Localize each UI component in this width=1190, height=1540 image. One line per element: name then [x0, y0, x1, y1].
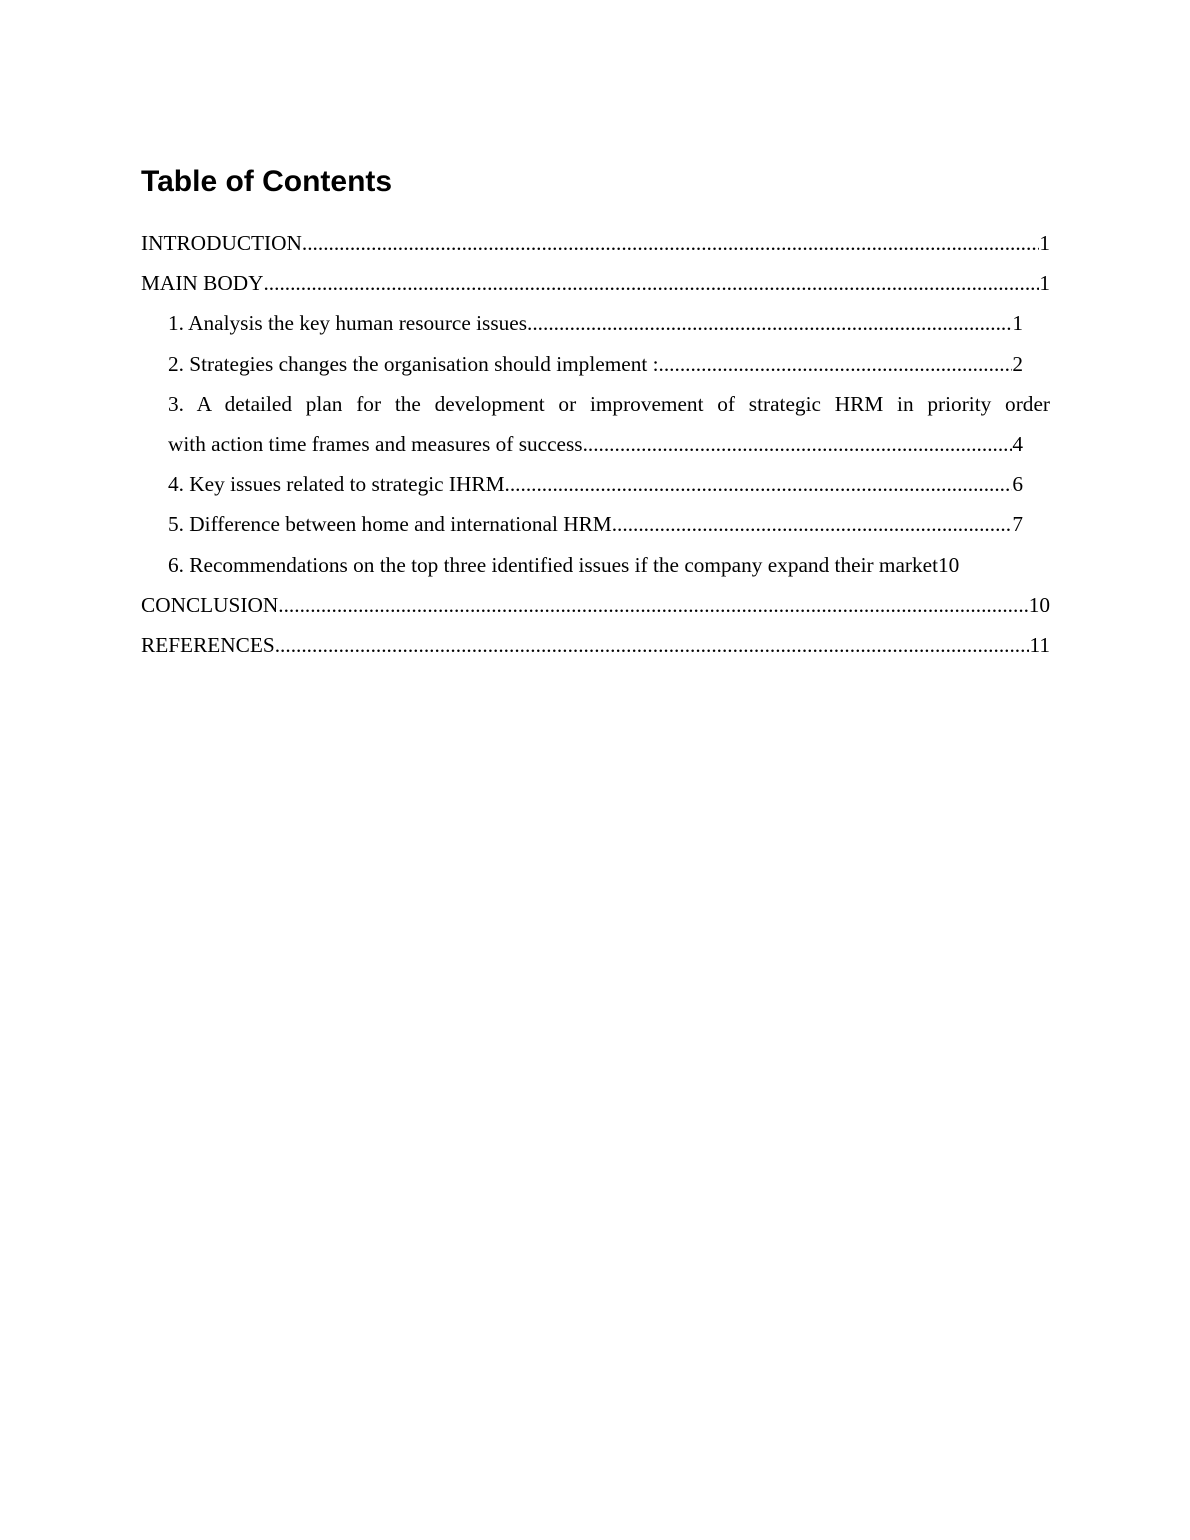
- toc-page-number: 7: [1012, 512, 1023, 537]
- toc-page-number: 10: [938, 552, 960, 577]
- toc-entry-label: 6. Recommendations on the top three identified issues if the company expand their market: [168, 552, 939, 577]
- toc-entry-key-issues[interactable]: [168, 464, 1023, 504]
- toc-leader-dots: [263, 263, 1039, 303]
- toc-entry-analysis[interactable]: [168, 303, 1023, 343]
- toc-entry-references[interactable]: [141, 625, 1050, 665]
- toc-page-number: 6: [1012, 472, 1023, 497]
- toc-page-number: 2: [1012, 351, 1023, 376]
- toc-page-number: 1: [1039, 271, 1050, 296]
- toc-entry-recommendations[interactable]: [168, 545, 1050, 585]
- toc-entry-label: 1. Analysis the key human resource issues: [168, 311, 528, 336]
- toc-entry-label-line2: with action time frames and measures of success: [168, 431, 583, 456]
- toc-list: [141, 223, 1050, 665]
- toc-entry-label: MAIN BODY: [141, 271, 264, 296]
- toc-leader-dots: [278, 585, 1028, 625]
- toc-title: Table of Contents: [141, 165, 393, 198]
- toc-page-number: 10: [1028, 592, 1050, 617]
- toc-leader-dots: [659, 344, 1013, 384]
- toc-entry-label: 4. Key issues related to strategic IHRM: [168, 472, 505, 497]
- toc-entry-label-line1: 3. A detailed plan for the development or improvement of strategic HRM in priority order: [168, 391, 1050, 416]
- toc-entry-detailed-plan[interactable]: [168, 384, 1050, 464]
- toc-page-number: 4: [1012, 431, 1023, 456]
- toc-entry-main-body[interactable]: [141, 263, 1050, 303]
- toc-entry-line2: [168, 424, 1023, 464]
- toc-entry-label: 5. Difference between home and international HRM: [168, 512, 612, 537]
- toc-leader-dots: [275, 625, 1030, 665]
- toc-entry-introduction[interactable]: [141, 223, 1050, 263]
- toc-leader-dots: [612, 504, 1013, 544]
- toc-entry-conclusion[interactable]: [141, 585, 1050, 625]
- toc-entry-difference[interactable]: [168, 504, 1023, 544]
- toc-page-number: 1: [1012, 311, 1023, 336]
- toc-entry-strategies[interactable]: [168, 344, 1023, 384]
- toc-page-number: 1: [1039, 231, 1050, 255]
- toc-leader-dots: [527, 303, 1012, 343]
- toc-leader-dots: [583, 424, 1013, 464]
- toc-entry-label: INTRODUCTION: [141, 231, 302, 255]
- toc-leader-dots: [302, 223, 1039, 263]
- toc-entry-label: REFERENCES: [141, 632, 275, 657]
- toc-page-number: 11: [1029, 632, 1050, 657]
- toc-entry-label: CONCLUSION: [141, 592, 279, 617]
- toc-entry-label: 2. Strategies changes the organisation should implement :: [168, 351, 659, 376]
- toc-leader-dots: [505, 464, 1013, 504]
